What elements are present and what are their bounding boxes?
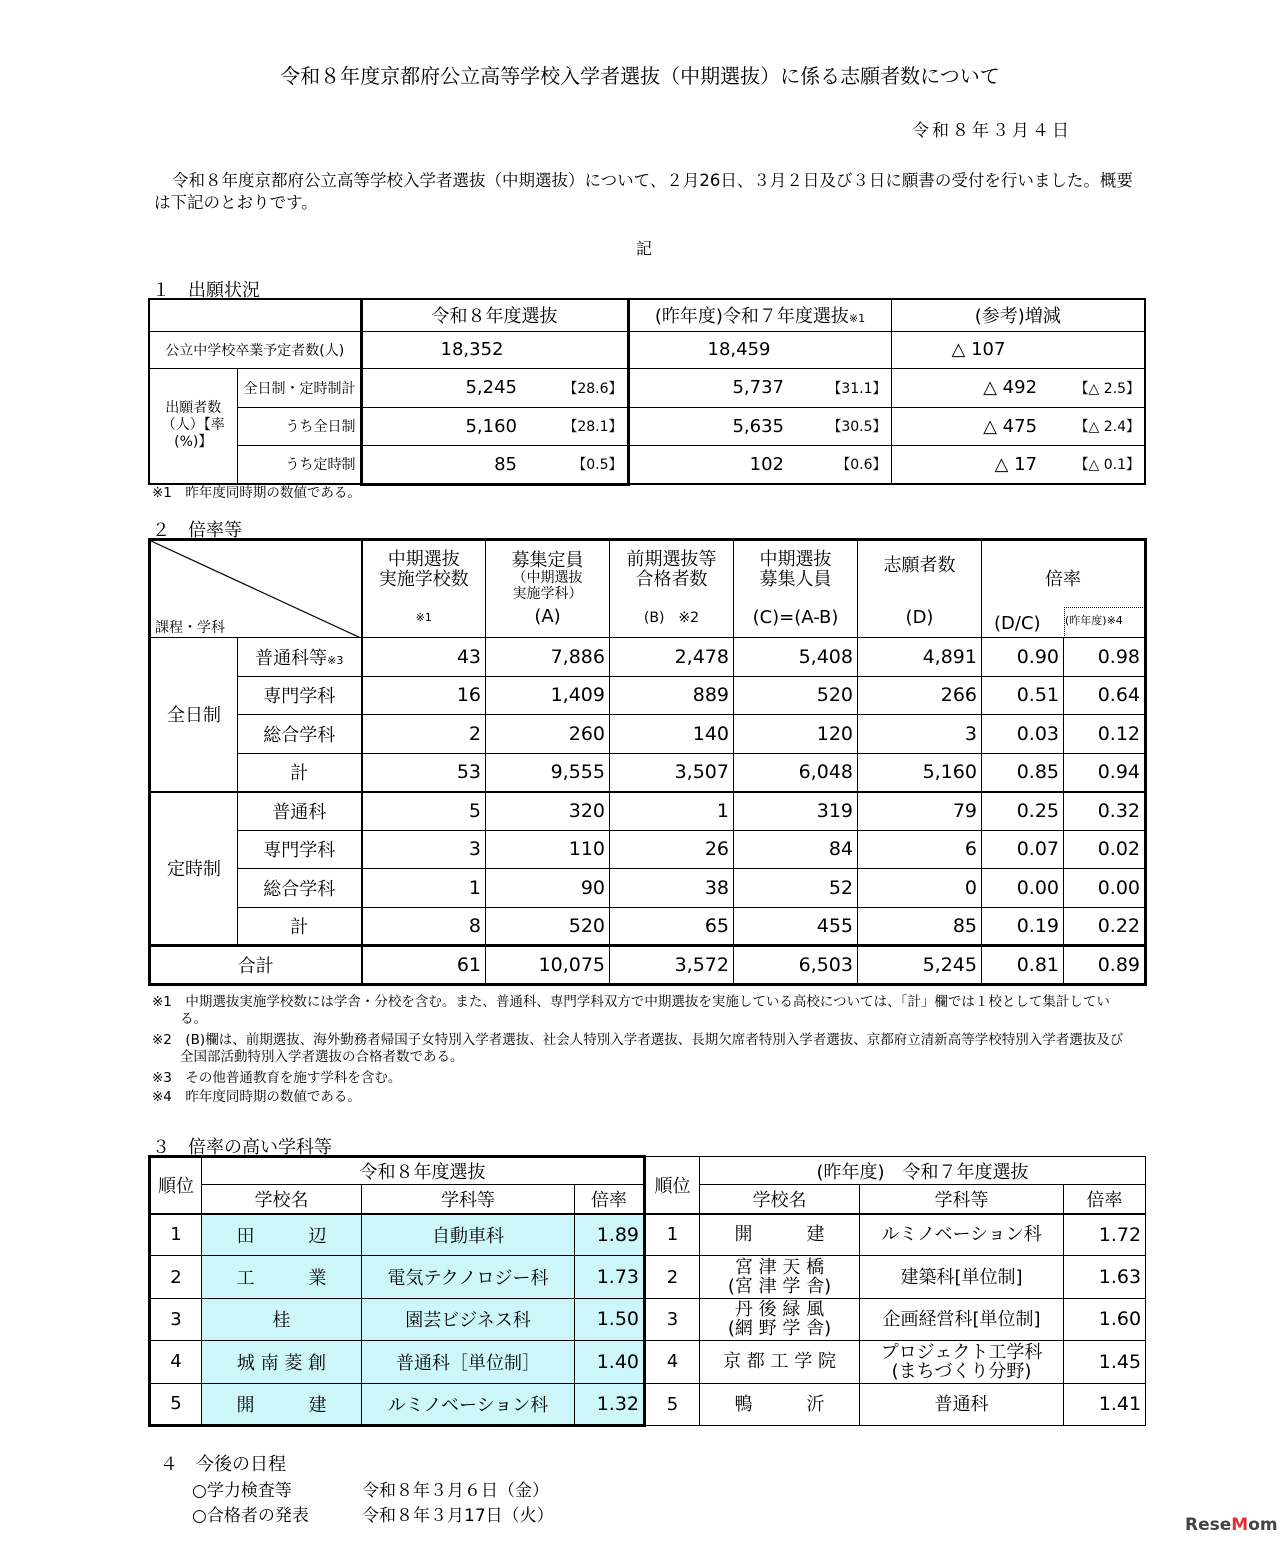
cell: 9,555 [486, 753, 610, 792]
cell: 0.51 [982, 676, 1064, 715]
cell: 0 [858, 869, 982, 908]
prev-col-dept: 学科等 [860, 1185, 1064, 1214]
cell: 2,478 [610, 638, 734, 677]
prev-rate: 1.45 [1064, 1341, 1146, 1383]
cell: 1 [610, 792, 734, 831]
dept-label: 計 [238, 753, 362, 792]
cell: 84 [734, 830, 858, 869]
cell: 455 [734, 907, 858, 946]
cell: △ 17 [891, 445, 1041, 484]
cell: 889 [610, 676, 734, 715]
cell: 0.00 [982, 869, 1064, 908]
row-label: うち定時制 [237, 445, 361, 484]
dept-label: 普通科 [238, 792, 362, 831]
cell: 3 [858, 715, 982, 754]
col-rate: 倍率 [575, 1185, 645, 1214]
prev-school: 宮 津 天 橋 (宮 津 学 舎) [700, 1256, 860, 1298]
cell: 90 [486, 869, 610, 908]
school: 桂 [202, 1298, 362, 1340]
cell: 43 [362, 638, 486, 677]
prev-dept: 普通科 [860, 1383, 1064, 1425]
prev-rank: 1 [645, 1214, 700, 1256]
table-row [150, 792, 1146, 831]
row-label: うち全日制 [237, 407, 361, 445]
rank: 1 [150, 1214, 202, 1256]
cell: 6,503 [734, 946, 858, 985]
prev-school: 京 都 工 学 院 [700, 1341, 860, 1383]
prev-rank-header: 順位 [645, 1157, 700, 1214]
cell: 102 [628, 445, 788, 484]
diagonal-line [151, 541, 362, 638]
cell: 1,409 [486, 676, 610, 715]
h-capacity: 募集定員 （中期選抜 実施学科） (A) [486, 540, 610, 638]
section-1-note: ※1 昨年度同時期の数値である。 [152, 485, 361, 501]
cell: 0.90 [982, 638, 1064, 677]
table-row [150, 869, 1146, 908]
cell: 0.64 [1064, 676, 1146, 715]
course-label: 全日制 [150, 638, 238, 792]
cell: 3,572 [610, 946, 734, 985]
cell: 0.81 [982, 946, 1064, 985]
prev-dept: ルミノベーション科 [860, 1214, 1064, 1256]
school: 開 建 [202, 1383, 362, 1425]
table-row [150, 676, 1146, 715]
cell: 52 [734, 869, 858, 908]
dept: ルミノベーション科 [362, 1383, 575, 1425]
cell: 1 [362, 869, 486, 908]
cell: 3,507 [610, 753, 734, 792]
dept-label: 総合学科 [238, 869, 362, 908]
cell: 6 [858, 830, 982, 869]
schedule-item: ○合格者の発表 令和８年３月17日（火） [192, 1506, 554, 1526]
prev-rank: 4 [645, 1341, 700, 1383]
prev-dept: プロジェクト工学科 (まちづくり分野) [860, 1341, 1064, 1383]
section-2-heading: ２ 倍率等 [152, 520, 242, 541]
cell: 3 [362, 830, 486, 869]
dept: 普通科［単位制］ [362, 1341, 575, 1383]
h-applicants: 志願者数 (D) [858, 540, 982, 638]
section-4-heading: ４ 今後の日程 [160, 1454, 286, 1475]
cell: 4,891 [858, 638, 982, 677]
cell: 120 [734, 715, 858, 754]
note-4: ※4 昨年度同時期の数値である。 [152, 1089, 361, 1105]
school: 城 南 菱 創 [202, 1341, 362, 1383]
cell: 0.98 [1064, 638, 1146, 677]
prev-school: 開 建 [700, 1214, 860, 1256]
cell: △ 475 [891, 407, 1041, 445]
section-2-notes [152, 994, 1132, 1106]
section-3-heading: ３ 倍率の高い学科等 [152, 1137, 332, 1158]
dept: 園芸ビジネス科 [362, 1298, 575, 1340]
cell: 26 [610, 830, 734, 869]
cell: 266 [858, 676, 982, 715]
cell: 85 [361, 445, 521, 484]
cell: 0.32 [1064, 792, 1146, 831]
cell: 65 [610, 907, 734, 946]
dept: 電気テクノロジー科 [362, 1256, 575, 1298]
note-1: ※1 中期選抜実施学校数には学舎・分校を含む。また、普通科、専門学科双方で中期選抜を実施している高校については、「計」欄では１校として集計している。 [152, 994, 1110, 1027]
section-1-heading: １ 出願状況 [152, 280, 260, 301]
grad-diff: △ 107 [891, 331, 1145, 368]
ki-mark: 記 [636, 239, 653, 258]
prev-rank: 2 [645, 1256, 700, 1298]
prev-rate: 1.41 [1064, 1383, 1146, 1425]
col-dept: 学科等 [362, 1185, 575, 1214]
cell: 【△ 2.5】 [1041, 368, 1145, 407]
course-label: 定時制 [150, 792, 238, 946]
cell: 79 [858, 792, 982, 831]
cell: 【28.1】 [521, 407, 628, 445]
intro-text: 令和８年度京都府公立高等学校入学者選抜（中期選抜）について、２月26日、３月２日及び３日に願書の受付を行いました。概要は下記のとおりです。 [154, 171, 1133, 212]
cell: 520 [734, 676, 858, 715]
cell: 16 [362, 676, 486, 715]
issue-date: 令和８年３月４日 [912, 121, 1072, 141]
cell: 0.22 [1064, 907, 1146, 946]
cell: 5,160 [858, 753, 982, 792]
cell: 110 [486, 830, 610, 869]
table-row [150, 715, 1146, 754]
cell: 【0.5】 [521, 445, 628, 484]
applicants-label: 出願者数（人）【率(%)】 [149, 368, 237, 484]
cell: 8 [362, 907, 486, 946]
prev-school: 鴨 沂 [700, 1383, 860, 1425]
prev-col-school: 学校名 [700, 1185, 860, 1214]
prev-rate: 1.63 [1064, 1256, 1146, 1298]
cell: 61 [362, 946, 486, 985]
cell: 0.94 [1064, 753, 1146, 792]
row-label: 全日制・定時制計 [237, 368, 361, 407]
rank: 4 [150, 1341, 202, 1383]
cur-title: 令和８年度選抜 [202, 1157, 645, 1185]
cell: 38 [610, 869, 734, 908]
cell: 2 [362, 715, 486, 754]
rank: 5 [150, 1383, 202, 1425]
dept-label: 普通科等※3 [238, 638, 362, 677]
header-prev: (昨年度)令和７年度選抜※1 [628, 299, 891, 331]
cell: 53 [362, 753, 486, 792]
table-row [150, 638, 1146, 677]
rate: 1.89 [575, 1214, 645, 1256]
cell: 5,635 [628, 407, 788, 445]
cell: 【31.1】 [788, 368, 891, 407]
dept-label: 専門学科 [238, 830, 362, 869]
cell: 【0.6】 [788, 445, 891, 484]
corner-label: 課程・学科 [155, 620, 225, 636]
table-row [150, 1383, 1146, 1425]
dept-label: 計 [238, 907, 362, 946]
prev-title: (昨年度) 令和７年度選抜 [700, 1157, 1146, 1185]
cell: 5 [362, 792, 486, 831]
cell: 0.19 [982, 907, 1064, 946]
cell: 520 [486, 907, 610, 946]
rate: 1.50 [575, 1298, 645, 1340]
dept-label: 総合学科 [238, 715, 362, 754]
prev-rank: 5 [645, 1383, 700, 1425]
rank: 2 [150, 1256, 202, 1298]
application-status-table [148, 298, 1146, 486]
cell: 【△ 0.1】 [1041, 445, 1145, 484]
cell: 5,245 [361, 368, 521, 407]
cell: 0.03 [982, 715, 1064, 754]
cell: △ 492 [891, 368, 1041, 407]
cell: 6,048 [734, 753, 858, 792]
cell: 260 [486, 715, 610, 754]
prev-col-rate: 倍率 [1064, 1185, 1146, 1214]
school: 工 業 [202, 1256, 362, 1298]
total-label: 合計 [150, 946, 362, 985]
cell: 0.89 [1064, 946, 1146, 985]
prev-dept: 企画経営科[単位制] [860, 1298, 1064, 1340]
cell: 5,160 [361, 407, 521, 445]
top-ratio-table [148, 1155, 1146, 1427]
cell: 140 [610, 715, 734, 754]
page-title: 令和８年度京都府公立高等学校入学者選抜（中期選抜）に係る志願者数について [280, 64, 1000, 88]
header-cur: 令和８年度選抜 [361, 299, 628, 331]
header-diff: (参考)増減 [891, 299, 1145, 331]
cell: 0.12 [1064, 715, 1146, 754]
corner-cell [150, 540, 362, 638]
cell: 0.25 [982, 792, 1064, 831]
table-row [150, 907, 1146, 946]
rate: 1.32 [575, 1383, 645, 1425]
dept-label: 専門学科 [238, 676, 362, 715]
rank: 3 [150, 1298, 202, 1340]
h-passed: 前期選抜等 合格者数 (B) ※2 [610, 540, 734, 638]
cell: 0.02 [1064, 830, 1146, 869]
cell: 0.07 [982, 830, 1064, 869]
table-row [150, 753, 1146, 792]
table-row [150, 830, 1146, 869]
cell: 【28.6】 [521, 368, 628, 407]
resemom-logo: ReseMom [1185, 1515, 1278, 1535]
prev-dept: 建築科[単位制] [860, 1256, 1064, 1298]
cell: 5,408 [734, 638, 858, 677]
total-row [150, 946, 1146, 985]
h-recruit: 中期選抜 募集人員 (C)=(A-B) [734, 540, 858, 638]
cell: 319 [734, 792, 858, 831]
cell: 5,737 [628, 368, 788, 407]
dept: 自動車科 [362, 1214, 575, 1256]
school: 田 辺 [202, 1214, 362, 1256]
cell: 【30.5】 [788, 407, 891, 445]
cell: 0.00 [1064, 869, 1146, 908]
h-ratio: 倍率 (D/C) (昨年度)※4 [982, 540, 1146, 638]
prev-school: 丹 後 緑 風 (網 野 学 舎) [700, 1298, 860, 1340]
table-row [150, 1298, 1146, 1340]
rate: 1.40 [575, 1341, 645, 1383]
h-schools: 中期選抜 実施学校数 ※1 [362, 540, 486, 638]
prev-rate: 1.60 [1064, 1298, 1146, 1340]
grad-cur: 18,352 [361, 331, 628, 368]
schedule-item: ○学力検査等 令和８年３月６日（金） [192, 1481, 549, 1501]
grad-label: 公立中学校卒業予定者数(人) [149, 331, 361, 368]
cell: 【△ 2.4】 [1041, 407, 1145, 445]
cell: 320 [486, 792, 610, 831]
cell: 5,245 [858, 946, 982, 985]
col-school: 学校名 [202, 1185, 362, 1214]
cell: 85 [858, 907, 982, 946]
table-row [150, 1256, 1146, 1298]
cell: 7,886 [486, 638, 610, 677]
cell: 10,075 [486, 946, 610, 985]
table-row [150, 1341, 1146, 1383]
prev-rank: 3 [645, 1298, 700, 1340]
table-row [150, 1214, 1146, 1256]
note-3: ※3 その他普通教育を施す学科を含む。 [152, 1070, 402, 1086]
grad-prev: 18,459 [628, 331, 891, 368]
rank-header: 順位 [150, 1157, 202, 1214]
prev-rate: 1.72 [1064, 1214, 1146, 1256]
rate: 1.73 [575, 1256, 645, 1298]
note-2: ※2 (B)欄は、前期選抜、海外勤務者帰国子女特別入学者選抜、社会人特別入学者選抜、長期欠席者特別入学者選抜、京都府立清新高等学校特別入学者選抜及び全国部活動特別入学者選抜の合格者数である。 [152, 1032, 1124, 1065]
cell: 0.85 [982, 753, 1064, 792]
ratio-table [148, 538, 1147, 986]
